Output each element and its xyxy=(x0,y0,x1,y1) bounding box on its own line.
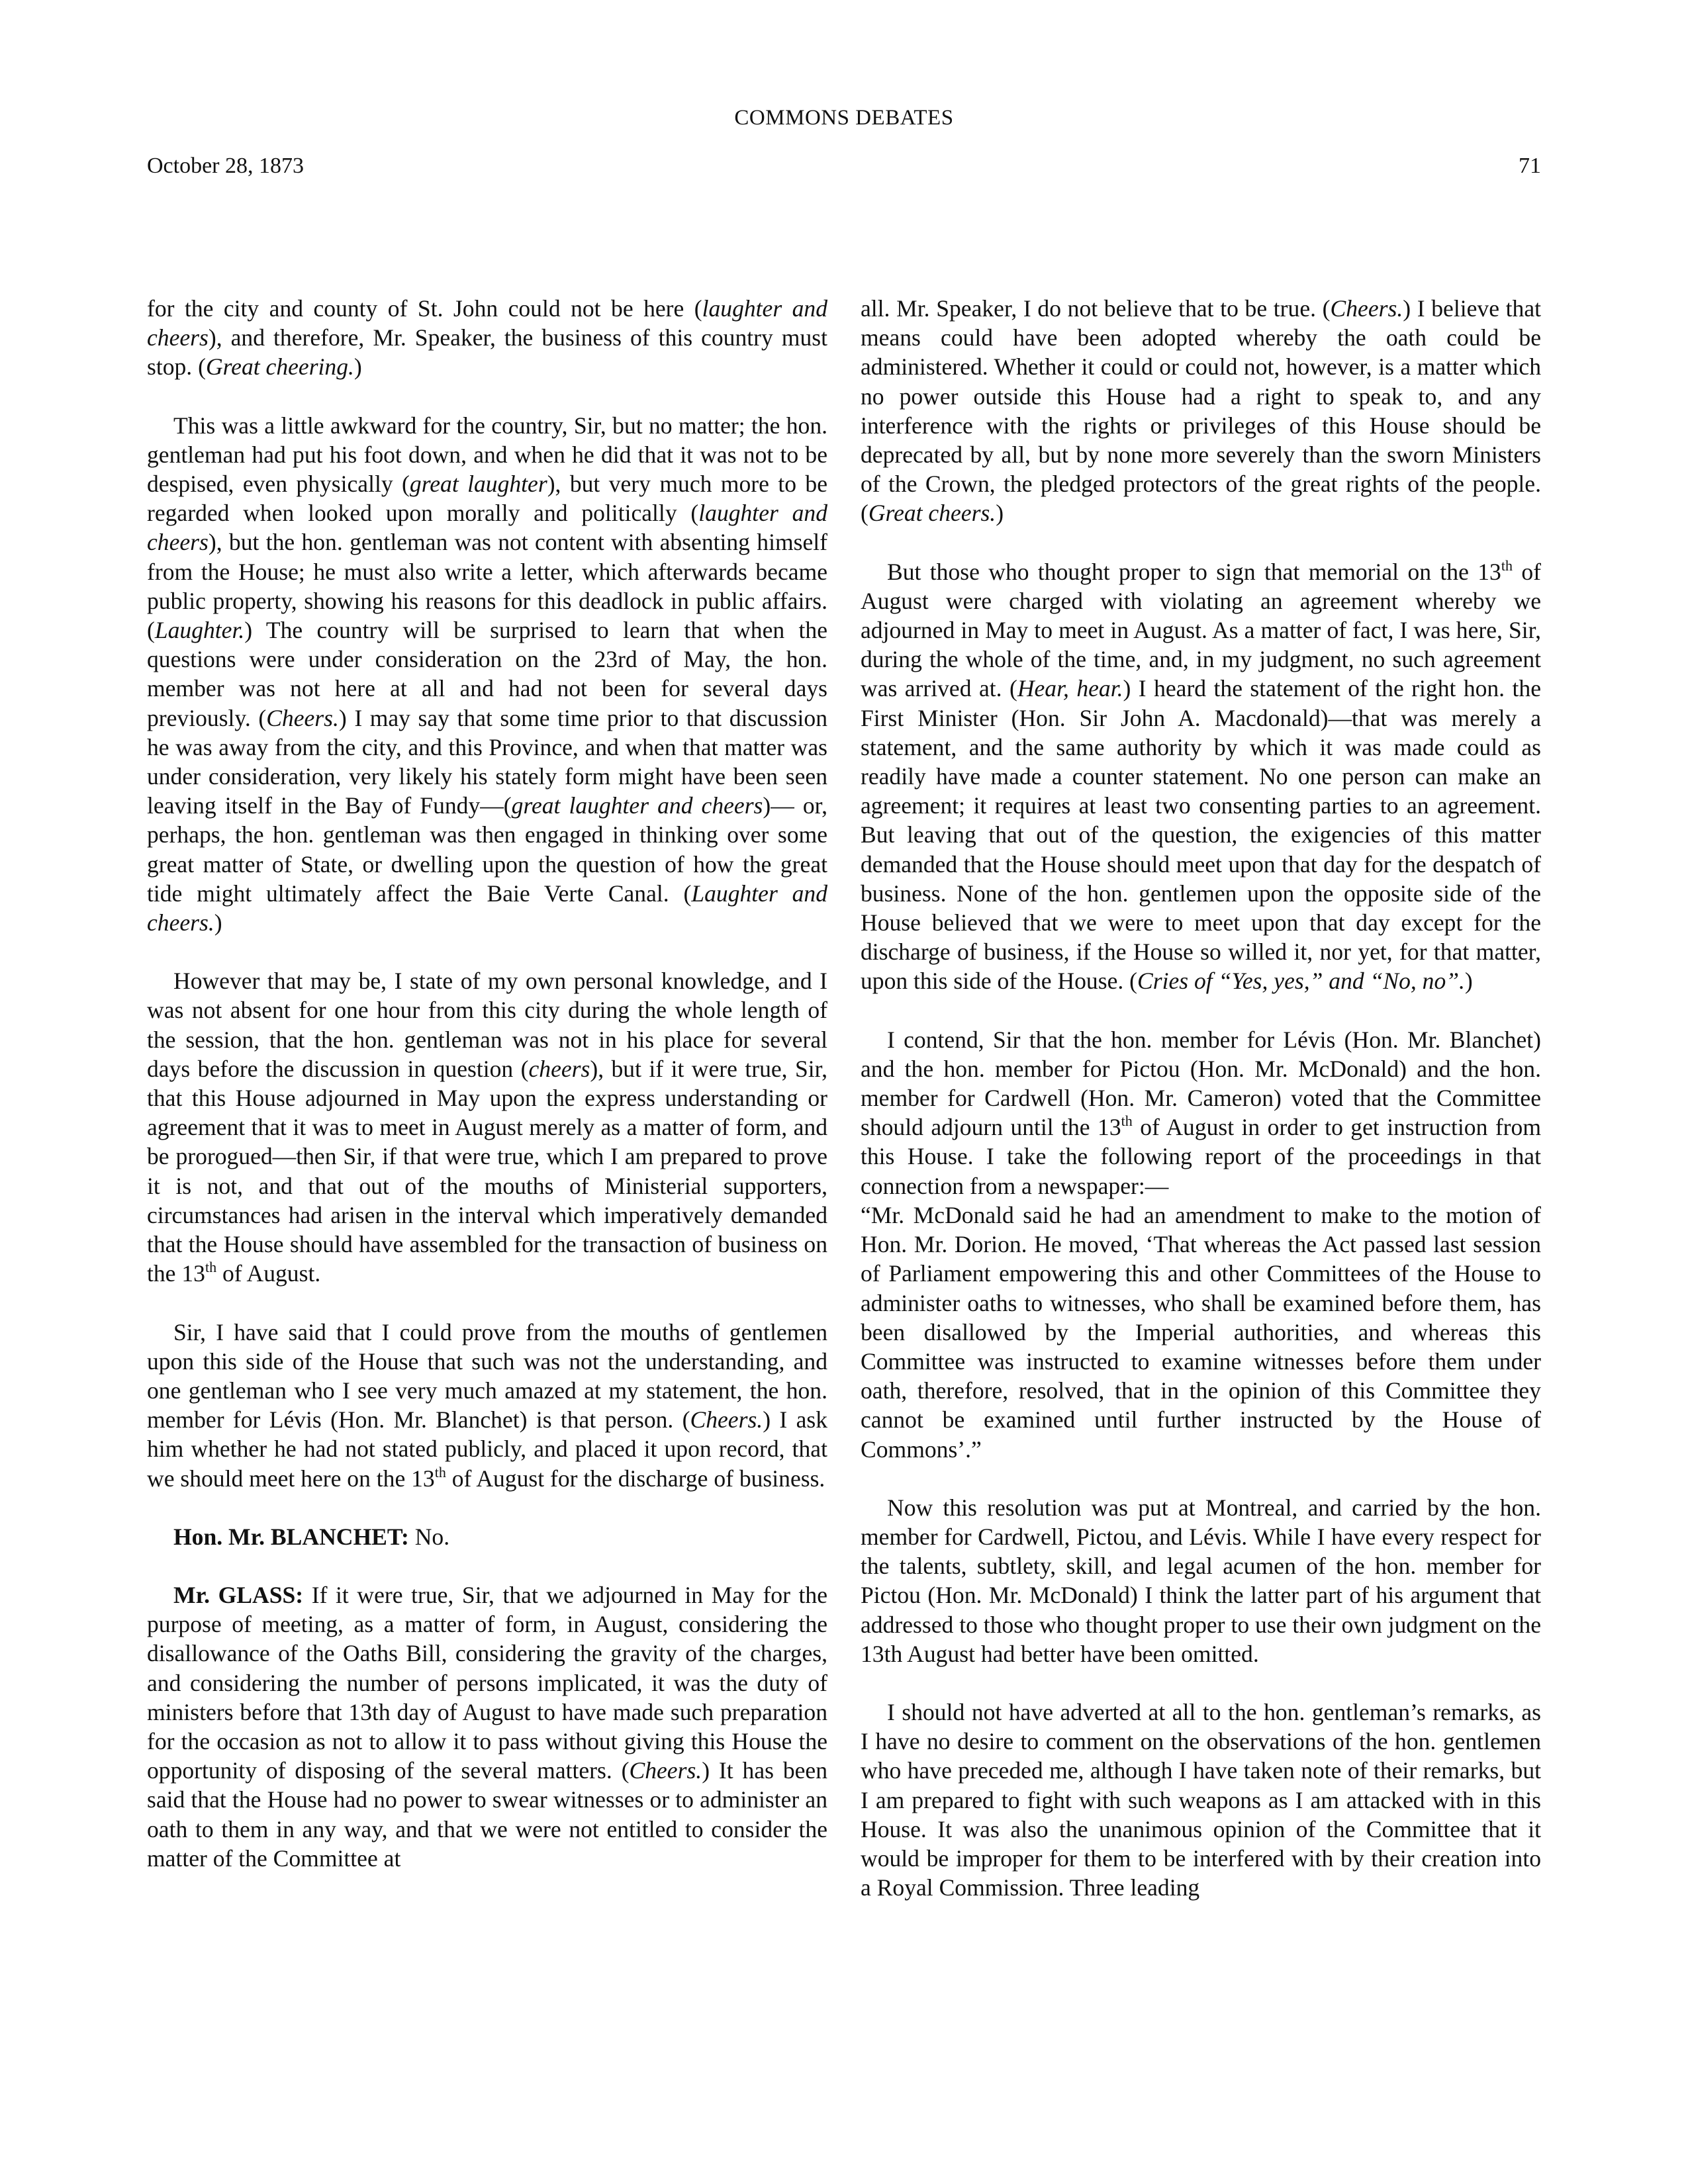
date-line: October 28, 1873 xyxy=(147,154,305,178)
speech-blanchet: Hon. Mr. BLANCHET: No. xyxy=(173,1523,450,1550)
newspaper-quote: “Mr. McDonald said he had an amendment to make to the motion of Hon. Mr. Dorion. He moved, ‘That whereas the Act passed last session of Parliament empowering this and other Committees of the House to administer oaths to witnesses, who shall be examined before them, has been disallowed by the Imperial authorities, and whereas this Committee was instructed to examine witnesses before them under oath, therefore, resolved, that in the opinion of this Committee they cannot be examined until further instructed by the House of Commons’.” xyxy=(861,1201,1541,1463)
page-number: 71 xyxy=(1519,154,1541,178)
paragraph: Sir, I have said that I could prove from the mouths of gentlemen upon this side of the House that such was not the understanding, and one gentleman who I see very much amazed at my statement, the hon. member for Lévis (Hon. Mr. Blanchet) is that person. (Cheers.) I ask him whether he had not stated publicly, and placed it upon record, that we should meet here on the 13th of August for the discharge of business. xyxy=(147,1318,827,1492)
paragraph: This was a little awkward for the country, Sir, but no matter; the hon. gentleman had put his foot down, and when he did that it was not to be despised, even physically (great laughter), but very much more to be regarded when looked upon morally and politically (laughter and cheers), but the hon. gentleman was not content with absenting himself from the House; he must also write a letter, which afterwards became public property, showing his reasons for this deadlock in public affairs. (Laughter.) The country will be surprised to learn that when the questions were under consideration on the 23rd of May, the hon. member was not here at all and had not been for several days previously. (Cheers.) I may say that some time prior to that discussion he was away from the city, and this Province, and when that matter was under consideration, very likely his stately form might have been seen leaving itself in the Bay of Fundy—(great laughter and cheers)— or, perhaps, the hon. gentleman was then engaged in thinking over some great matter of State, or dwelling upon the question of how the great tide might ultimately affect the Baie Verte Canal. (Laughter and cheers.) xyxy=(147,412,828,936)
paragraph: But those who thought proper to sign that memorial on the 13th of August were charged with violating an agreement whereby we adjourned in May to meet in August. As a matter of fact, I was here, Sir, during the whole of the time, and, in my judgment, no such agreement was arrived at. (Hear, hear.) I heard the statement of the right hon. the First Minister (Hon. Sir John A. Macdonald)—that was merely a statement, and the same authority by which it was made could as readily have made a counter statement. No one person can make an agreement; it requires at least two consenting parties to an agreement. But leaving that out of the question, the exigencies of this matter demanded that the House should meet upon that day for the despatch of business. None of the hon. gentlemen upon the opposite side of the House believed that we were to meet upon that day except for the discharge of business, if the House so willed it, nor yet, for that matter, upon this side of the House. (Cries of “Yes, yes,” and “No, no”.) xyxy=(861,557,1541,995)
speaker-name: Hon. Mr. BLANCHET: xyxy=(173,1523,409,1550)
paragraph: for the city and county of St. John could not be here (laughter and cheers), and therefore, Mr. Speaker, the business of this country must stop. (Great cheering.) xyxy=(147,295,827,381)
speech-glass: Mr. GLASS: If it were true, Sir, that we adjourned in May for the purpose of meeting, as a matter of form, in August, considering the disallowance of the Oaths Bill, considering the gravity of the charges, and considering the number of persons implicated, it was the duty of ministers before that 13th day of August to have made such preparation for the occasion as not to allow it to pass without giving this House the opportunity of disposing of the several matters. (Cheers.) It has been said that the House had no power to swear witnesses or to administer an oath to them in any way, and that we were not entitled to consider the matter of the Committee at xyxy=(147,1581,828,1872)
paragraph: Now this resolution was put at Montreal, and carried by the hon. member for Cardwell, Pictou, and Lévis. While I have every respect for the talents, subtlety, skill, and legal acumen of the hon. member for Pictou (Hon. Mr. McDonald) I think the latter part of his argument that addressed to those who thought proper to use their own judgment on the 13th August had better have been omitted. xyxy=(861,1494,1541,1667)
paragraph: I should not have adverted at all to the hon. gentleman’s remarks, as I have no desire to comment on the observations of the hon. gentlemen who have preceded me, although I have taken note of their remarks, but I am prepared to fight with such weapons as I am attacked with in this House. It was also the unanimous opinion of the Committee that it would be improper for them to be interfered with by their creation into a Royal Commission. Three leading xyxy=(861,1698,1541,1901)
paragraph: I contend, Sir that the hon. member for Lévis (Hon. Mr. Blanchet) and the hon. member for Pictou (Hon. Mr. McDonald) and the hon. member for Cardwell (Hon. Mr. Cameron) voted that the Committee should adjourn until the 13th of August in order to get instruction from this House. I take the following report of the proceedings in that connection from a newspaper:— “Mr. McDonald said he had an amendment to make to the motion of Hon. Mr. Dorion. He moved, ‘That whereas the Act passed last session of Parliament empowering this and other Committees of the House to administer oaths to witnesses, who shall be examined before them, has been disallowed by the Imperial authorities, and whereas this Committee was instructed to examine witnesses before them under oath, therefore, resolved, that in the opinion of this Committee they cannot be examined until further instructed by the House of Commons’.” xyxy=(861,1026,1541,1463)
paragraph: all. Mr. Speaker, I do not believe that to be true. (Cheers.) I believe that means could have been adopted whereby the oath could be administered. Whether it could or could not, however, is a matter which no power outside this House had a right to speak to, and any interference with the rights or privileges of this House should be deprecated by all, but by none more severely than the sworn Ministers of the Crown, the pledged protectors of the great rights of the people. (Great cheers.) xyxy=(861,295,1541,527)
running-head: COMMONS DEBATES xyxy=(734,106,954,130)
paragraph: However that may be, I state of my own personal knowledge, and I was not absent for one hour from this city during the whole length of the session, that the hon. gentleman was not in his place for several days before the discussion in question (cheers), but if it were true, Sir, that this House adjourned in May upon the express understanding or agreement that it was to meet in August merely as a matter of form, and be prorogued—then Sir, if that were true, which I am prepared to prove it is not, and that out of the mouths of Ministerial supporters, circumstances had arisen in the interval which imperatively demanded that the House should have assembled for the transaction of business on the 13th of August. xyxy=(147,968,827,1287)
left-column xyxy=(147,294,827,1902)
right-column xyxy=(861,294,1541,1931)
speaker-name: Mr. GLASS: xyxy=(173,1581,304,1608)
